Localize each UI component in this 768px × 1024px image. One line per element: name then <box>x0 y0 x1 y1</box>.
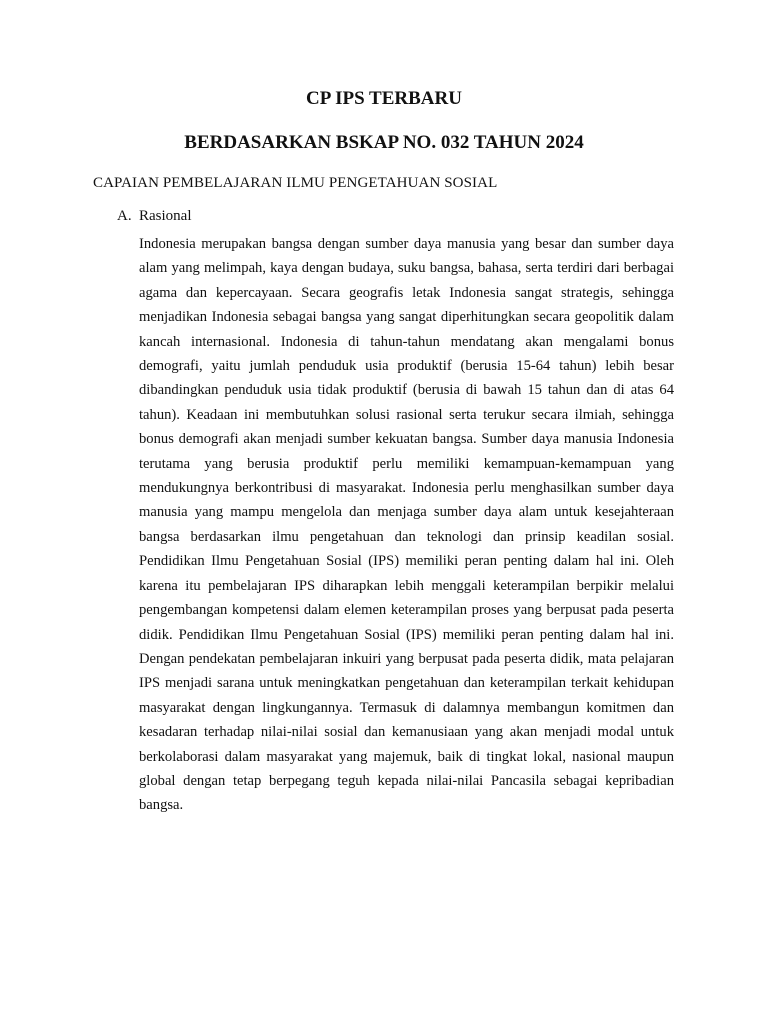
document-subtitle: BERDASARKAN BSKAP NO. 032 TAHUN 2024 <box>184 132 584 153</box>
section-title: Rasional <box>139 208 192 224</box>
body-paragraph: Indonesia merupakan bangsa dengan sumber daya manusia yang besar dan sumber daya alam yang melimpah, kaya dengan budaya, suku bangsa, bahasa, serta terdiri dari berbagai agama dan kepercayaan. Secara geografis letak Indonesia sangat strategis, sehingga menjadikan Indonesia sebagai bangsa yang sangat diperhitungkan secara geopolitik dalam kancah internasional. Indonesia di tahun-tahun mendatang akan mengalami bonus demografi, yaitu jumlah penduduk usia produktif (berusia 15-64 tahun) lebih besar dibandingkan penduduk usia tidak produktif (berusia di bawah 15 tahun dan di atas 64 tahun). Keadaan ini membutuhkan solusi rasional serta terukur secara ilmiah, sehingga bonus demografi akan menjadi sumber kekuatan bangsa. Sumber daya manusia Indonesia terutama yang berusia produktif perlu memiliki kemampuan-kemampuan yang mendukungnya berkontribusi di masyarakat. Indonesia perlu menghasilkan sumber daya manusia yang mampu mengelola dan menjaga sumber daya alam untuk kesejahteraan bangsa berdasarkan ilmu pengetahuan dan teknologi dan prinsip keadilan sosial. Pendidikan Ilmu Pengetahuan Sosial (IPS) memiliki peran penting dalam hal ini. Oleh karena itu pembelajaran IPS diharapkan lebih menggali keterampilan berpikir melalui pengembangan kompetensi dalam elemen keterampilan proses yang berpusat pada peserta didik. Pendidikan Ilmu Pengetahuan Sosial (IPS) memiliki peran penting dalam hal ini. Dengan pendekatan pembelajaran inkuiri yang berpusat pada peserta didik, mata pelajaran IPS menjadi sarana untuk meningkatkan pengetahuan dan keterampilan terkait kehidupan masyarakat dengan lingkungannya. Termasuk di dalamnya membangun komitmen dan kesadaran terhadap nilai-nilai sosial dan kemanusiaan yang akan menjadi modal untuk berkolaborasi dalam masyarakat yang majemuk, baik di tingkat lokal, nasional maupun global dengan tetap berpegang teguh kepada nilai-nilai Pancasila sebagai kepribadian bangsa. <box>139 236 674 814</box>
section-letter: A. <box>117 208 132 224</box>
section-heading: CAPAIAN PEMBELAJARAN ILMU PENGETAHUAN SOSIAL <box>93 175 498 191</box>
document-title: CP IPS TERBARU <box>306 88 462 109</box>
